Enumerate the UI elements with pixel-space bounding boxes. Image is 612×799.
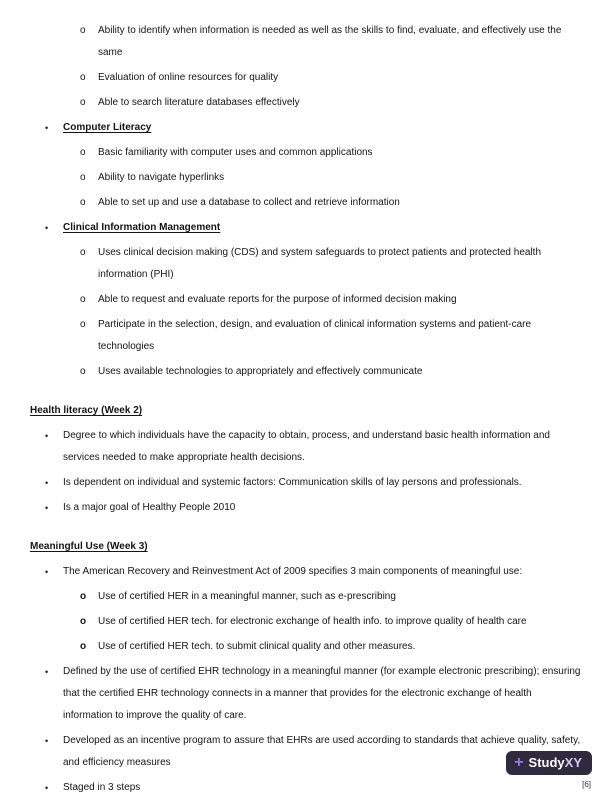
item-text: Degree to which individuals have the capacity to obtain, process, and understand basic health information and services needed to make appropriate health decisions. [63, 430, 550, 463]
item-text: Staged in 3 steps [63, 782, 141, 793]
item-text: Able to request and evaluate reports for the purpose of informed decision making [98, 294, 457, 305]
circle-marker: o [80, 172, 86, 183]
section-heading: Health literacy (Week 2) [30, 405, 143, 416]
list-item [80, 192, 582, 214]
bullet-marker: • [45, 223, 49, 233]
circle-marker: o [80, 366, 86, 377]
item-text: Is dependent on individual and systemic factors: Communication skills of lay persons and professionals. [63, 477, 522, 488]
item-text: Able to search literature databases effectively [98, 97, 300, 108]
list-item [80, 92, 582, 114]
circle-marker: o [80, 97, 86, 108]
bullet-marker: • [45, 736, 49, 746]
list-item [45, 777, 582, 799]
brand-text-secondary: XY [564, 754, 582, 770]
item-text: Use of certified HER tech. for electronic exchange of health info. to improve quality of health care [98, 616, 527, 627]
list-item [80, 142, 582, 164]
list-item [45, 425, 582, 469]
item-title: Computer Literacy [63, 122, 152, 133]
list-item [80, 20, 582, 64]
plus-icon: + [514, 754, 524, 771]
bullet-marker: • [45, 123, 49, 133]
list-item [45, 661, 582, 727]
item-text: Ability to identify when information is needed as well as the skills to find, evaluate, and effectively use the same [98, 25, 562, 58]
page-number: [6] [582, 780, 591, 789]
item-text: Developed as an incentive program to assure that EHRs are used according to standards that achieve quality, safety, and efficiency measures [63, 735, 581, 768]
bullet-marker: • [45, 431, 49, 441]
list-item [45, 730, 582, 774]
list-item [45, 472, 582, 494]
circle-marker: o [80, 197, 86, 208]
item-text: Able to set up and use a database to collect and retrieve information [98, 197, 400, 208]
circle-marker: o [80, 247, 86, 258]
item-text: Uses clinical decision making (CDS) and system safeguards to protect patients and protected health information (PHI) [98, 247, 542, 280]
brand-badge [506, 751, 592, 775]
item-title: Clinical Information Management [63, 222, 221, 233]
bullet-marker: • [45, 503, 49, 513]
circle-marker: o [80, 591, 87, 602]
list-item [80, 289, 582, 311]
item-text: Use of certified HER in a meaningful manner, such as e-prescribing [98, 591, 396, 602]
circle-marker: o [80, 25, 86, 36]
item-text: Uses available technologies to appropriately and effectively communicate [98, 366, 423, 377]
bullet-marker: • [45, 478, 49, 488]
list-item [45, 117, 582, 139]
item-text: Defined by the use of certified EHR technology in a meaningful manner (for example electronic prescribing); ensuring that the certified EHR technology connects in a manner that provides for the electronic exchange of health information to improve the quality of care. [63, 666, 581, 721]
bullet-marker: • [45, 667, 49, 677]
list-item [80, 611, 582, 633]
item-text: Use of certified HER tech. to submit clinical quality and other measures. [98, 641, 416, 652]
circle-marker: o [80, 72, 86, 83]
item-text: The American Recovery and Reinvestment Act of 2009 specifies 3 main components of meaningful use: [63, 566, 523, 577]
list-item [45, 217, 582, 239]
item-text: Ability to navigate hyperlinks [98, 172, 225, 183]
item-text: Is a major goal of Healthy People 2010 [63, 502, 236, 513]
brand-text-primary: Study [528, 754, 565, 770]
item-text: Evaluation of online resources for quality [98, 72, 279, 83]
list-item [80, 242, 582, 286]
list-item [45, 561, 582, 583]
brand-text [529, 756, 582, 770]
circle-marker: o [80, 319, 86, 330]
circle-marker: o [80, 294, 86, 305]
section-heading: Meaningful Use (Week 3) [30, 541, 148, 552]
list-item [80, 636, 582, 658]
list-item [80, 361, 582, 383]
circle-marker: o [80, 616, 87, 627]
bullet-marker: • [45, 783, 49, 793]
item-text: Basic familiarity with computer uses and common applications [98, 147, 373, 158]
circle-marker: o [80, 147, 86, 158]
item-text: Participate in the selection, design, and evaluation of clinical information systems and patient-care technologies [98, 319, 532, 352]
bullet-marker: • [45, 567, 49, 577]
list-item [45, 497, 582, 519]
list-item [80, 67, 582, 89]
list-item [80, 314, 582, 358]
circle-marker: o [80, 641, 87, 652]
list-item [80, 167, 582, 189]
list-item [80, 586, 582, 608]
